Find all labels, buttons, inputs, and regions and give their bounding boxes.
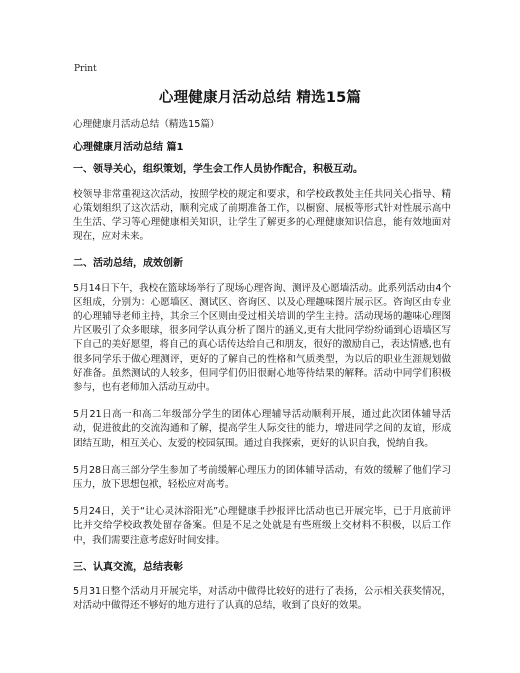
section-heading: 三、认真交流，总结表彰 — [73, 561, 183, 573]
page-title: 心理健康月活动总结 精选15篇 — [158, 90, 362, 106]
article-subtitle: 心理健康月活动总结（精选15篇） — [73, 119, 220, 130]
article-heading: 心理健康月活动总结 篇1 — [73, 142, 184, 154]
paragraph: 校领导非常重视这次活动，按照学校的规定和要求，和学校政教处主任共同关心指导、精心策划组织了这次活动，顺利完成了前期准备工作，以橱窗、展板等形式针对性展示高中生生活、学习等心理健康相关知识，让学生了解更多的心理健康知识信息，能有效地面对现在，应对未来。 — [73, 188, 451, 243]
paragraph: 5月21日高一和高二年级部分学生的团体心理辅导活动顺利开展，通过此次团体辅导活动，促进彼此的交流沟通和了解，提高学生人际交往的能力，增进同学之间的友谊，形成团结互助，相互关心、友爱的校园氛围。通过自我探索，更好的认识自我，悦纳自我。 — [73, 409, 451, 449]
paragraph: 5月28日高三部分学生参加了考前缓解心理压力的团体辅导活动，有效的缓解了他们学习压力，放下思想包袱，轻松应对高考。 — [73, 464, 451, 491]
print-link[interactable]: Print — [74, 64, 97, 74]
paragraph: 5月24日，关于“让心灵沐浴阳光”心理健康手抄报评比活动也已开展完毕，已于月底前评比并交给学校政教处留存备案。但是不足之处就是有些班级上交材料不积极，以后工作中，我们需要注意考虑好时间安排。 — [73, 506, 451, 546]
article-body — [73, 118, 451, 626]
paragraph: 5月31日整个活动月开展完毕，对活动中做得比较好的进行了表扬，公示相关获奖情况，对活动中做得还不够好的地方进行了认真的总结，收到了良好的效果。 — [73, 586, 451, 612]
paragraph: 5月14日下午，我校在篮球场举行了现场心理咨询、测评及心愿墙活动。此系列活动由4个区组成，分别为：心愿墙区、测试区、咨询区、以及心理趣味图片展示区。咨询区由专业的心理辅导老师主持，其余三个区则由受过相关培训的学生主持。活动现场的趣味心理图片区吸引了众多眼球，很多同学认真分析了图片的涵义,更有大批同学纷纷诵到心语墙区写下自己的美好愿望，将自己的真心话传达给自己和朋友，很好的激励自己，表达情感,也有很多同学乐于做心理测评，更好的了解自己的性格和气质类型，为以后的职业生涯规划做好准备。虽然测试的人较多，但同学们仍旧很耐心地等待结果的解释。活动中同学们积极参与，也有老师加入活动互动中。 — [73, 282, 451, 394]
section-heading: 一、领导关心，组织策划，学生会工作人员协作配合，积极互动。 — [73, 164, 363, 176]
section-heading: 二、活动总结，成效创新 — [73, 258, 183, 270]
